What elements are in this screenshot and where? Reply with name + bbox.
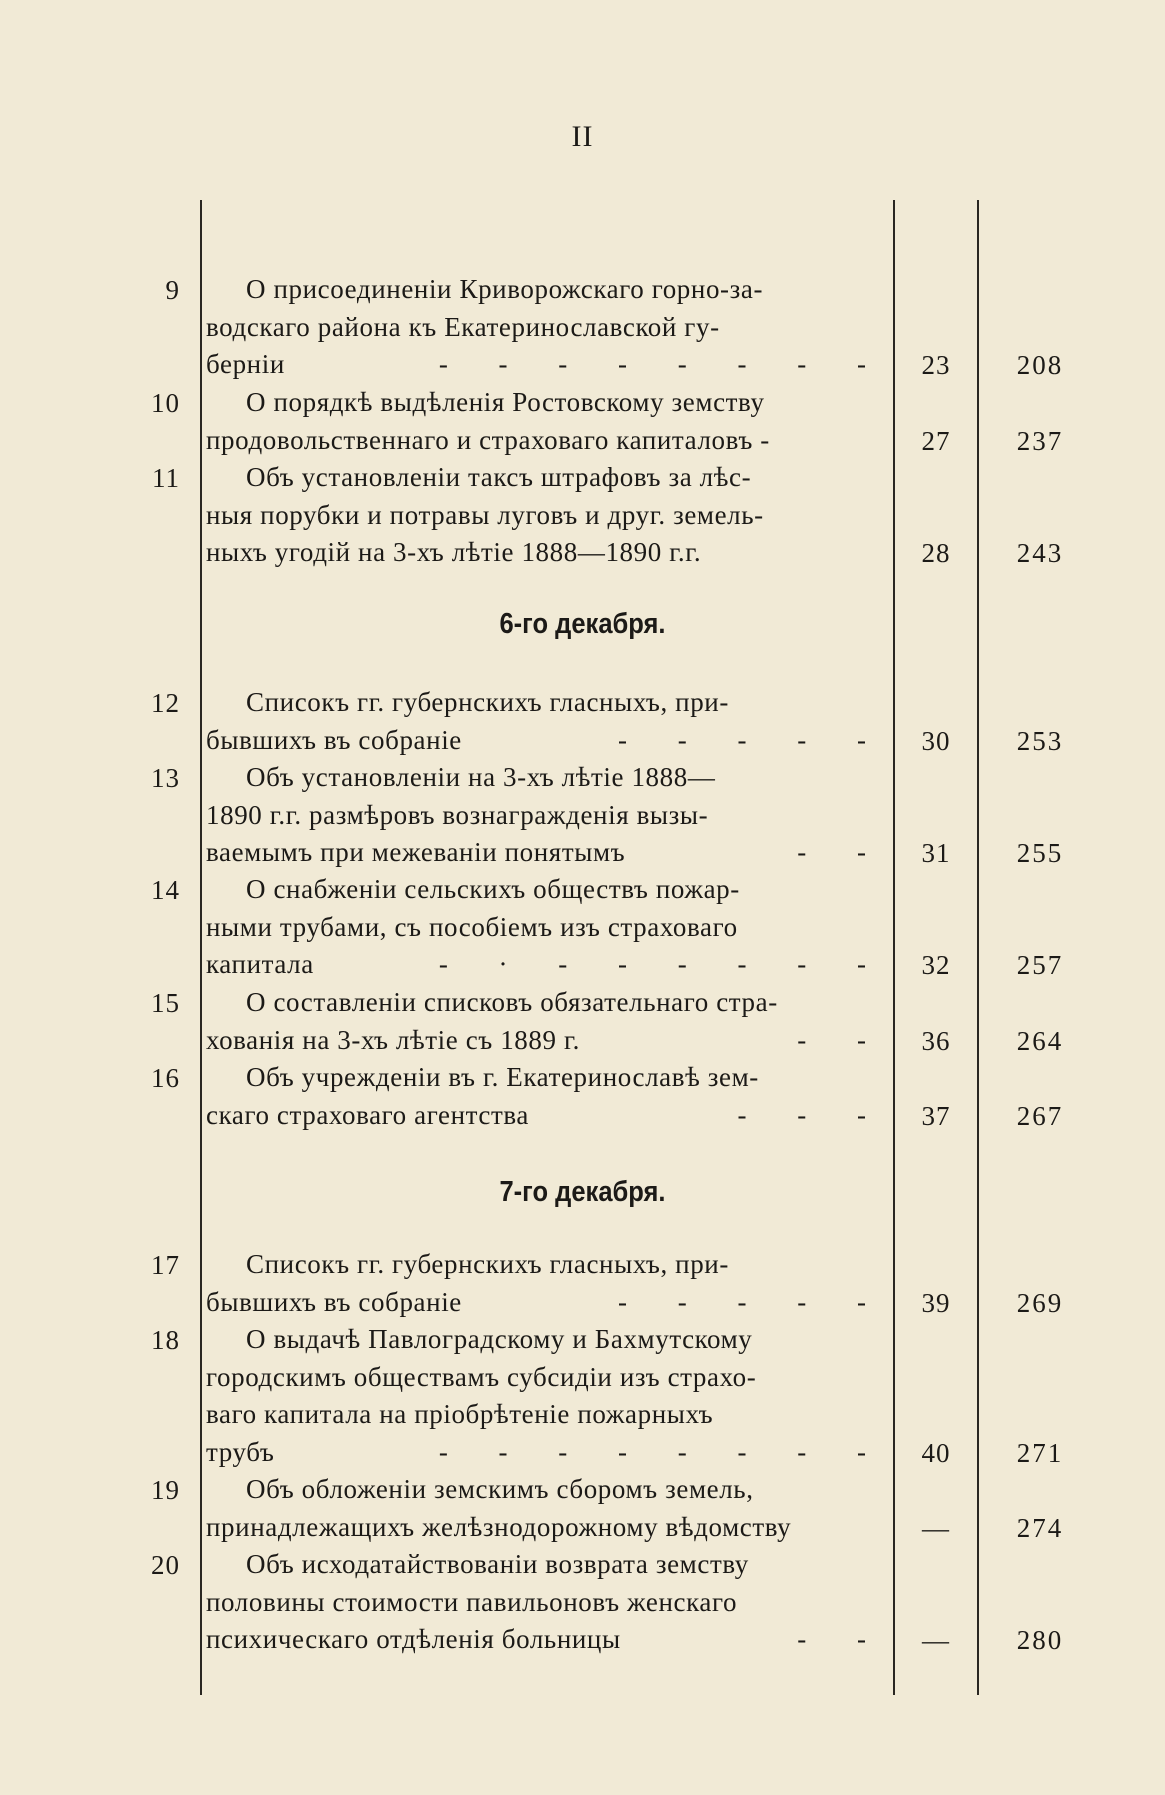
entry-title-text: капитала (206, 949, 314, 979)
page-number: II (571, 120, 594, 153)
leader-dashes: - - - - - - - - (438, 1436, 888, 1467)
entry-title-line (206, 1321, 888, 1359)
entry-title-line (206, 534, 888, 572)
entry-number: 20 (151, 1550, 180, 1580)
entry-number: 15 (151, 988, 180, 1018)
entry-title-line (206, 1022, 888, 1060)
entry-title-text: Объ учрежденіи въ г. Екатеринославѣ зем- (246, 1062, 759, 1092)
column-rule-middle (893, 200, 895, 1695)
entry-number: 11 (152, 463, 180, 493)
entry-title (206, 1321, 888, 1471)
page-ref-journal: 30 (921, 725, 951, 756)
entry-title-text: принадлежащихъ желѣзнодорожному вѣдомству (206, 1511, 792, 1542)
page-ref-journal: 31 (921, 838, 951, 868)
page-ref-journal: 28 (921, 538, 951, 568)
entry-title-text: ными трубами, съ пособіемъ изъ страховаго (206, 911, 738, 942)
entry-title-text: О выдачѣ Павлоградскому и Бахмутскому (246, 1324, 753, 1354)
entry-title (206, 684, 888, 759)
leader-dashes: - · - - - - - - (438, 949, 888, 979)
entry-title-line (206, 346, 888, 384)
page-ref-journal: 27 (921, 425, 951, 456)
entry-title-line (206, 946, 888, 984)
column-rule-left (200, 200, 202, 1695)
entry-title-line (206, 1434, 888, 1472)
page-ref-journal: 40 (921, 1437, 951, 1468)
entry-title-line (206, 909, 888, 947)
entry-title-line (206, 1546, 888, 1584)
entry-title-line (206, 1059, 888, 1097)
entry-title-line (206, 1584, 888, 1622)
entry-title-line (206, 1471, 888, 1509)
entry-number: 18 (151, 1325, 180, 1355)
page-ref-report: 267 (1016, 1100, 1064, 1131)
entry-title-text: бывшихъ въ собраніе (206, 724, 462, 755)
leader-dashes: - - - (737, 1099, 888, 1130)
entry-title-text: Объ установленіи таксъ штрафовъ за лѣс- (246, 462, 752, 492)
entry-title-text: скаго страховаго агентства (206, 1099, 529, 1130)
leader-dashes: - - - - - (618, 1286, 888, 1317)
entry-title-line (206, 309, 888, 347)
entry-title-text: водскаго района къ Екатеринославской гу- (206, 311, 720, 342)
entry-title (206, 1059, 888, 1134)
entry-number: 19 (151, 1475, 180, 1505)
entry-title-line (206, 497, 888, 535)
leader-dashes: - - - - - - - - (438, 349, 888, 379)
page-ref-report: 208 (1016, 350, 1064, 380)
entry-number: 13 (151, 763, 180, 793)
entry-title-line (206, 871, 888, 909)
entry-title-line (206, 1621, 888, 1659)
page-ref-report: 253 (1016, 725, 1064, 756)
page-ref-report: 269 (1016, 1287, 1064, 1318)
entry-title (206, 384, 888, 459)
page-ref-journal: 36 (921, 1025, 951, 1056)
entry-title-line (206, 422, 888, 460)
entry-title (206, 871, 888, 984)
entry-title-text: ваемымъ при межеваніи понятымъ (206, 837, 626, 867)
entry-title-text: ныхъ угодій на 3-хъ лѣтіе 1888—1890 г.г. (206, 537, 702, 567)
leader-dashes: - - (797, 837, 888, 867)
entry-title-text: О присоединеніи Криворожскаго горно-за- (246, 274, 764, 304)
entry-title-line (206, 1246, 888, 1284)
page-ref-report: 255 (1016, 838, 1064, 868)
page-ref-report: 243 (1016, 538, 1064, 568)
entry-number: 14 (151, 875, 180, 905)
entry-title-line (206, 271, 888, 309)
entry-title (206, 459, 888, 572)
entry-number: 16 (151, 1063, 180, 1093)
leader-dashes: - - (797, 1024, 888, 1055)
entry-title-text: психическаго отдѣленія больницы (206, 1624, 621, 1654)
entry-title-line (206, 384, 888, 422)
entry-title-text: берніи (206, 349, 285, 379)
entry-title-text: О составленіи списковъ обязательнаго стра- (246, 987, 778, 1017)
entry-title-text: хованія на 3-хъ лѣтіе съ 1889 г. (206, 1024, 580, 1055)
entry-title-line (206, 1097, 888, 1135)
entry-title-line (206, 1284, 888, 1322)
entry-title-line (206, 834, 888, 872)
entry-title-line (206, 797, 888, 835)
page-ref-report: 271 (1016, 1437, 1064, 1468)
entry-title-text: Объ установленіи на 3-хъ лѣтіе 1888— (246, 762, 716, 792)
entry-title (206, 1471, 888, 1546)
entry-title (206, 759, 888, 872)
entry-title-line (206, 722, 888, 760)
entry-number: 17 (151, 1250, 180, 1280)
entry-title-line (206, 1359, 888, 1397)
section-heading-dec-7: 7-го декабря. (499, 1176, 666, 1208)
entry-title-line (206, 759, 888, 797)
entry-title-line (206, 459, 888, 497)
page-ref-journal: — (922, 1625, 950, 1655)
entry-title-text: О порядкѣ выдѣленія Ростовскому земству (246, 387, 765, 417)
entry-title-text: половины стоимости павильоновъ женскаго (206, 1586, 738, 1617)
entry-title (206, 1546, 888, 1659)
leader-dashes: - - (797, 1624, 888, 1654)
entry-title-text: О снабженіи сельскихъ обществъ пожар- (246, 874, 740, 904)
section-heading-dec-6: 6-го декабря. (499, 608, 666, 640)
entry-title-text: Объ обложеніи земскимъ сборомъ земель, (246, 1474, 754, 1504)
page-ref-report: 257 (1016, 950, 1064, 980)
entry-title-text: городскимъ обществамъ субсидіи изъ страхо- (206, 1361, 757, 1392)
page-ref-journal: 37 (921, 1100, 951, 1131)
entry-title (206, 984, 888, 1059)
page-ref-journal: 39 (921, 1287, 951, 1318)
entry-title-text: бывшихъ въ собраніе (206, 1286, 462, 1317)
column-rule-right (977, 200, 979, 1695)
entry-title (206, 1246, 888, 1321)
entry-title (206, 271, 888, 384)
page-ref-report: 237 (1016, 425, 1064, 456)
entry-title-text: трубъ (206, 1436, 275, 1467)
page-ref-journal: 32 (921, 950, 951, 980)
leader-dashes: - - - - - (618, 724, 888, 755)
entry-title-text: Списокъ гг. губернскихъ гласныхъ, при- (246, 1249, 729, 1279)
entry-title-text: продовольственнаго и страховаго капиталовъ - (206, 424, 770, 455)
entry-title-line (206, 1509, 888, 1547)
entry-title-text: ныя порубки и потравы луговъ и друг. земель- (206, 499, 764, 530)
entry-number: 12 (151, 688, 180, 718)
entry-number: 10 (151, 388, 180, 418)
page-ref-journal: 23 (921, 350, 951, 380)
page-ref-report: 280 (1016, 1625, 1064, 1655)
entry-title-text: ваго капитала на пріобрѣтеніе пожарныхъ (206, 1399, 714, 1429)
entry-title-text: 1890 г.г. размѣровъ вознагражденія вызы- (206, 799, 709, 830)
page-ref-report: 264 (1016, 1025, 1064, 1056)
page-ref-report: 274 (1016, 1512, 1064, 1543)
entry-number: 9 (165, 275, 180, 305)
entry-title-line (206, 1396, 888, 1434)
entry-title-text: Объ исходатайствованіи возврата земству (246, 1549, 749, 1579)
entry-title-line (206, 984, 888, 1022)
page-ref-journal: — (922, 1512, 950, 1543)
entry-title-text: Списокъ гг. губернскихъ гласныхъ, при- (246, 687, 729, 717)
entry-title-line (206, 684, 888, 722)
